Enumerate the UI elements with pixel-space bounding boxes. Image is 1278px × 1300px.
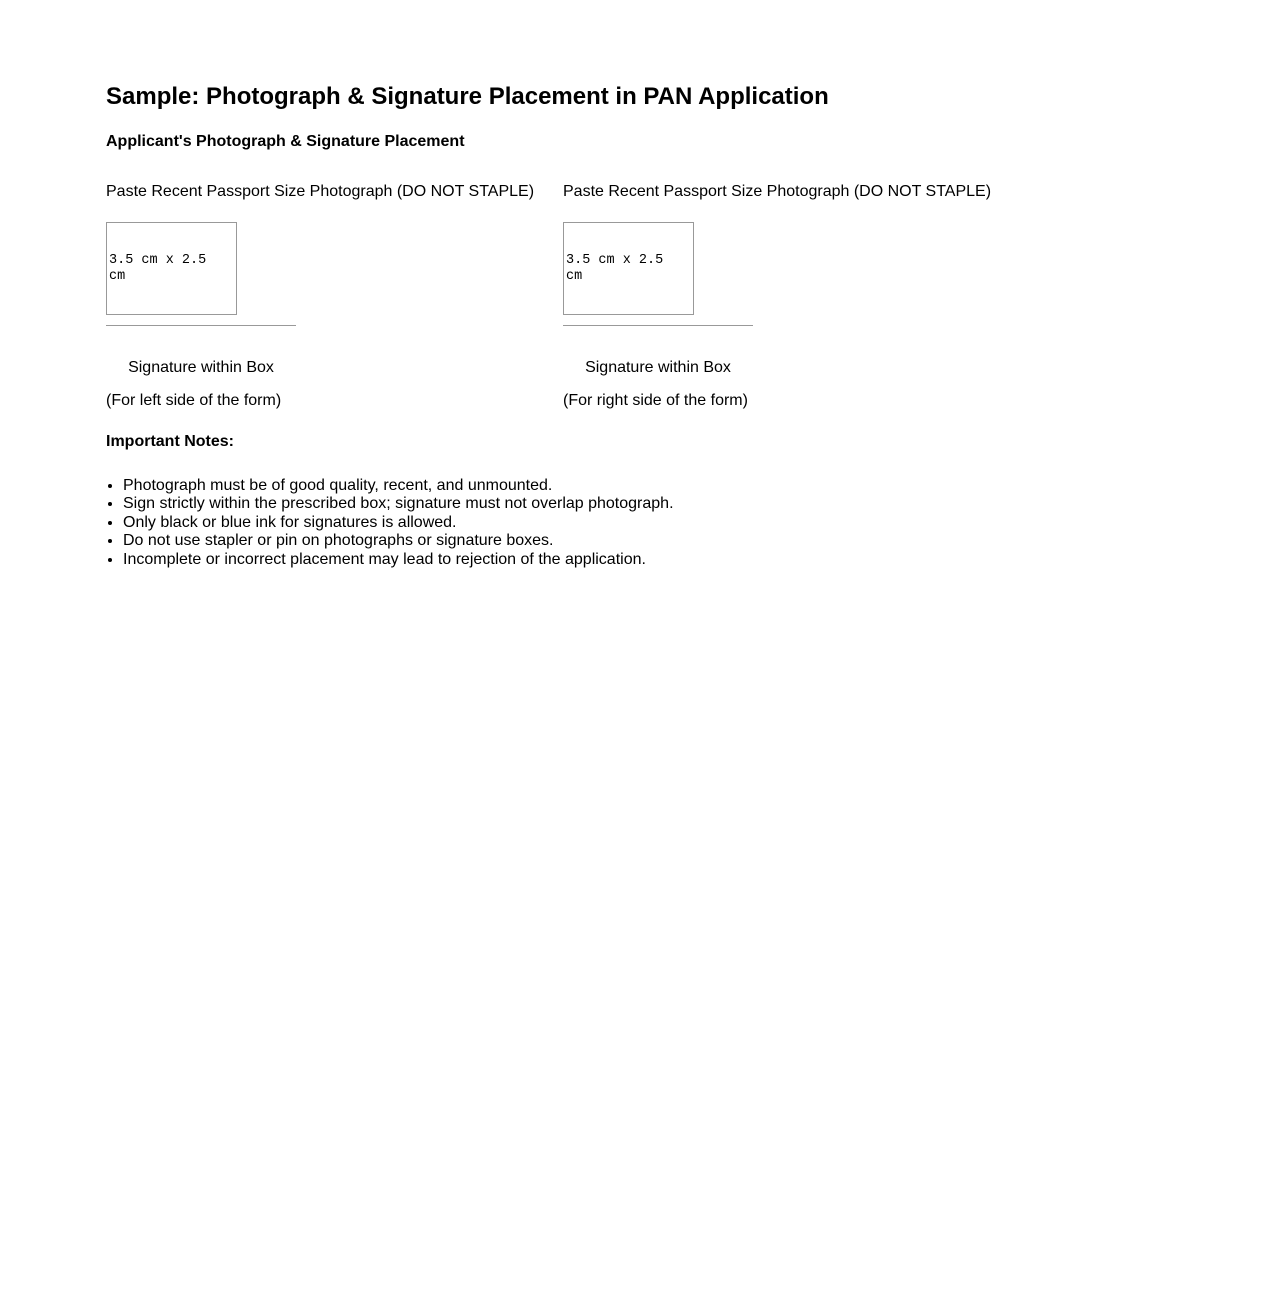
important-notes-list xyxy=(106,477,674,569)
note-item: • Sign strictly within the prescribed box; signature must not overlap photograph. xyxy=(123,495,674,513)
signature-line xyxy=(106,325,296,326)
photo-signature-column-right xyxy=(563,183,1008,410)
paste-photo-instruction: Paste Recent Passport Size Photograph (DO NOT STAPLE) xyxy=(106,183,535,200)
note-item: • Do not use stapler or pin on photographs or signature boxes. xyxy=(123,532,674,550)
photo-signature-column-left xyxy=(106,183,551,410)
form-side-note: (For right side of the form) xyxy=(563,392,748,409)
signature-line xyxy=(563,325,753,326)
signature-caption: Signature within Box xyxy=(585,359,731,376)
note-item: • Only black or blue ink for signatures is allowed. xyxy=(123,514,674,532)
photo-dimensions-label: 3.5 cm x 2.5 cm xyxy=(109,253,207,284)
note-item: • Photograph must be of good quality, recent, and unmounted. xyxy=(123,477,674,495)
important-notes-heading: Important Notes: xyxy=(106,433,234,450)
photo-dimensions-label: 3.5 cm x 2.5 cm xyxy=(566,253,664,284)
signature-caption: Signature within Box xyxy=(128,359,274,376)
section-heading: Applicant's Photograph & Signature Placement xyxy=(106,133,465,150)
paste-photo-instruction: Paste Recent Passport Size Photograph (DO NOT STAPLE) xyxy=(563,183,992,200)
note-item: • Incomplete or incorrect placement may lead to rejection of the application. xyxy=(123,551,674,569)
page-title: Sample: Photograph & Signature Placement in PAN Application xyxy=(106,83,829,110)
photo-placeholder-box xyxy=(563,222,694,315)
photo-placeholder-box xyxy=(106,222,237,315)
form-side-note: (For left side of the form) xyxy=(106,392,282,409)
